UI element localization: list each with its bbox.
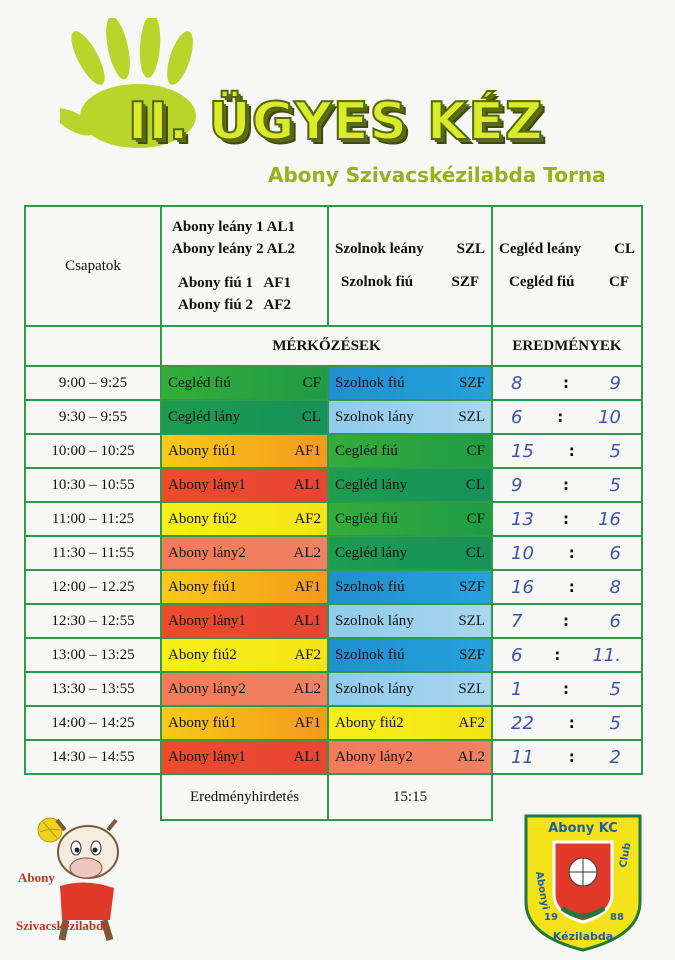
match-row (25, 468, 642, 502)
score-a: 7 (511, 610, 523, 632)
score-a: 9 (511, 474, 523, 496)
club-badge-icon (522, 812, 644, 952)
team-b-cell (328, 468, 492, 502)
score-a: 6 (511, 406, 523, 428)
mascot-label-bottom: Szivacskézilabda (16, 918, 110, 933)
result-cell (492, 570, 642, 604)
team-b-cell (328, 502, 492, 536)
team-a-name: Abony lány1 (168, 612, 246, 629)
score-b: 2 (609, 746, 621, 768)
team-b-cell (328, 672, 492, 706)
score-separator: : (563, 612, 569, 630)
team-b-cell (328, 434, 492, 468)
badge-year-left: 19 (544, 912, 558, 923)
team-a-code: CL (301, 408, 321, 425)
team-a-name: Abony lány1 (168, 476, 246, 493)
score-a: 6 (511, 644, 523, 666)
team-b-name: Cegléd lány (335, 476, 408, 493)
match-time: 10:30 – 10:55 (25, 468, 161, 502)
page-title: II. ÜGYES KÉZ (128, 92, 544, 152)
team-a-name: Abony fiú1 (168, 714, 237, 731)
match-time: 12:30 – 12:55 (25, 604, 161, 638)
team-b-name: Szolnok lány (335, 612, 414, 629)
match-row (25, 366, 642, 400)
team-b-code: SZL (458, 680, 485, 697)
result-cell (492, 468, 642, 502)
result-cell (492, 536, 642, 570)
score-a: 22 (511, 712, 534, 734)
team-a-code: AF2 (294, 646, 321, 663)
team-b-cell (328, 536, 492, 570)
match-row (25, 400, 642, 434)
team-abony-fiu-2: Abony fiú 2 AF2 (178, 297, 291, 313)
team-a-name: Abony fiú2 (168, 646, 237, 663)
teams-label: Csapatok (25, 206, 161, 326)
team-a-code: AF1 (294, 442, 321, 459)
team-b-name: Cegléd lány (335, 544, 408, 561)
team-a-name: Abony fiú1 (168, 442, 237, 459)
match-row (25, 672, 642, 706)
team-code: CL (614, 241, 635, 257)
team-a-cell (161, 536, 328, 570)
score-separator: : (568, 748, 575, 766)
result-cell (492, 604, 642, 638)
team-b-name: Szolnok lány (335, 408, 414, 425)
match-time: 11:30 – 11:55 (25, 536, 161, 570)
score-a: 11 (511, 746, 534, 768)
award-time: 15:15 (328, 774, 492, 820)
score-separator: : (563, 476, 569, 494)
mascot-label-top: Abony (18, 870, 55, 885)
team-a-name: Abony lány2 (168, 680, 246, 697)
matches-header: MÉRKŐZÉSEK (161, 326, 492, 366)
team-b-cell (328, 366, 492, 400)
badge-top-text: Abony KC (548, 821, 618, 836)
score-a: 16 (511, 576, 534, 598)
results-header: EREDMÉNYEK (492, 326, 642, 366)
match-time: 14:30 – 14:55 (25, 740, 161, 774)
match-time: 13:00 – 13:25 (25, 638, 161, 672)
team-a-cell (161, 400, 328, 434)
score-b: 10 (598, 406, 621, 428)
score-separator: : (554, 646, 561, 664)
team-a-code: AL1 (293, 612, 321, 629)
team-name: Szolnok leány (335, 241, 424, 257)
score-separator: : (563, 510, 569, 528)
team-a-cell (161, 366, 328, 400)
result-cell (492, 434, 642, 468)
match-row (25, 706, 642, 740)
team-a-cell (161, 672, 328, 706)
team-a-cell (161, 434, 328, 468)
team-abony-leany-2: Abony leány 2 AL2 (172, 241, 295, 257)
score-separator: : (568, 714, 575, 732)
team-a-code: AF2 (294, 510, 321, 527)
team-b-cell (328, 706, 492, 740)
match-row (25, 604, 642, 638)
team-b-code: SZL (458, 408, 485, 425)
schedule-table (24, 205, 643, 821)
score-b: 6 (609, 542, 621, 564)
score-b: 5 (609, 712, 621, 734)
score-b: 5 (609, 474, 621, 496)
team-a-name: Abony fiú2 (168, 510, 237, 527)
score-separator: : (563, 374, 569, 392)
team-a-code: AL2 (293, 680, 321, 697)
team-b-code: SZF (459, 646, 485, 663)
team-b-cell (328, 740, 492, 774)
team-a-cell (161, 468, 328, 502)
result-cell (492, 740, 642, 774)
team-a-name: Abony lány1 (168, 748, 246, 765)
team-code: SZL (456, 241, 485, 257)
score-separator: : (568, 544, 575, 562)
team-a-cell (161, 570, 328, 604)
team-a-code: AL1 (293, 748, 321, 765)
team-a-name: Abony fiú1 (168, 578, 237, 595)
team-b-cell (328, 400, 492, 434)
team-b-code: AF2 (458, 714, 485, 731)
teams-row (25, 206, 642, 326)
match-time: 14:00 – 14:25 (25, 706, 161, 740)
match-row (25, 434, 642, 468)
team-b-name: Abony fiú2 (335, 714, 404, 731)
team-a-code: AL2 (293, 544, 321, 561)
score-separator: : (557, 408, 564, 426)
team-b-code: SZF (459, 374, 485, 391)
score-separator: : (568, 578, 575, 596)
team-name: Szolnok fiú (341, 274, 414, 290)
match-time: 11:00 – 11:25 (25, 502, 161, 536)
team-a-code: AL1 (293, 476, 321, 493)
team-b-name: Szolnok lány (335, 680, 414, 697)
match-time: 9:30 – 9:55 (25, 400, 161, 434)
score-a: 10 (511, 542, 534, 564)
team-b-code: CF (466, 510, 485, 527)
match-time: 10:00 – 10:25 (25, 434, 161, 468)
team-a-cell (161, 502, 328, 536)
team-code: CF (609, 274, 629, 290)
result-cell (492, 638, 642, 672)
team-a-name: Cegléd lány (168, 408, 241, 425)
column-header-row (25, 326, 642, 366)
match-row (25, 740, 642, 774)
score-b: 8 (609, 576, 621, 598)
match-list (25, 366, 642, 774)
team-a-cell (161, 604, 328, 638)
team-code: SZF (451, 274, 479, 290)
teams-abony (161, 206, 328, 326)
team-b-name: Szolnok fiú (335, 374, 405, 391)
team-cegled-fiu (499, 274, 635, 291)
team-a-cell (161, 740, 328, 774)
result-cell (492, 502, 642, 536)
score-b: 9 (609, 372, 621, 394)
result-cell (492, 706, 642, 740)
empty-header-cell (25, 326, 161, 366)
score-a: 1 (511, 678, 523, 700)
team-name: Cegléd leány (499, 241, 582, 257)
team-b-code: SZL (458, 612, 485, 629)
score-b: 11. (592, 644, 621, 666)
match-row (25, 502, 642, 536)
team-b-cell (328, 604, 492, 638)
team-a-cell (161, 638, 328, 672)
match-time: 9:00 – 9:25 (25, 366, 161, 400)
score-separator: : (568, 442, 575, 460)
result-cell (492, 672, 642, 706)
team-a-name: Cegléd fiú (168, 374, 231, 391)
badge-bottom-text: Kézilabda (552, 930, 614, 943)
team-b-name: Cegléd fiú (335, 510, 398, 527)
award-label: Eredményhirdetés (161, 774, 328, 820)
teams-cegled (492, 206, 642, 326)
result-cell (492, 400, 642, 434)
page-subtitle: Abony Szivacskézilabda Torna (268, 163, 606, 187)
team-b-cell (328, 638, 492, 672)
badge-right-text: Club (618, 841, 634, 869)
team-b-code: CF (466, 442, 485, 459)
team-b-name: Szolnok fiú (335, 578, 405, 595)
team-b-code: SZF (459, 578, 485, 595)
team-a-code: CF (302, 374, 321, 391)
team-b-cell (328, 570, 492, 604)
team-abony-leany-1: Abony leány 1 AL1 (172, 219, 295, 235)
team-b-code: CL (465, 544, 485, 561)
team-name: Cegléd fiú (509, 274, 575, 290)
match-row (25, 638, 642, 672)
score-b: 5 (609, 440, 621, 462)
score-a: 15 (511, 440, 534, 462)
team-szolnok-leany (335, 241, 485, 258)
team-b-name: Abony lány2 (335, 748, 413, 765)
team-a-code: AF1 (294, 714, 321, 731)
team-b-code: CL (465, 476, 485, 493)
score-a: 13 (511, 508, 534, 530)
score-b: 6 (609, 610, 621, 632)
team-a-code: AF1 (294, 578, 321, 595)
match-time: 12:00 – 12.25 (25, 570, 161, 604)
team-b-code: AL2 (457, 748, 485, 765)
team-a-name: Abony lány2 (168, 544, 246, 561)
team-b-name: Szolnok fiú (335, 646, 405, 663)
badge-left-text: Abonyi (533, 870, 551, 911)
team-cegled-leany (499, 241, 635, 258)
score-b: 5 (609, 678, 621, 700)
result-cell (492, 366, 642, 400)
team-b-name: Cegléd fiú (335, 442, 398, 459)
badge-year-right: 88 (610, 912, 624, 923)
team-szolnok-fiu (335, 274, 485, 291)
team-abony-fiu-1: Abony fiú 1 AF1 (178, 275, 291, 291)
teams-szolnok (328, 206, 492, 326)
score-b: 16 (598, 508, 621, 530)
score-a: 8 (511, 372, 523, 394)
header (0, 0, 675, 205)
team-a-cell (161, 706, 328, 740)
match-time: 13:30 – 13:55 (25, 672, 161, 706)
match-row (25, 536, 642, 570)
score-separator: : (563, 680, 569, 698)
match-row (25, 570, 642, 604)
